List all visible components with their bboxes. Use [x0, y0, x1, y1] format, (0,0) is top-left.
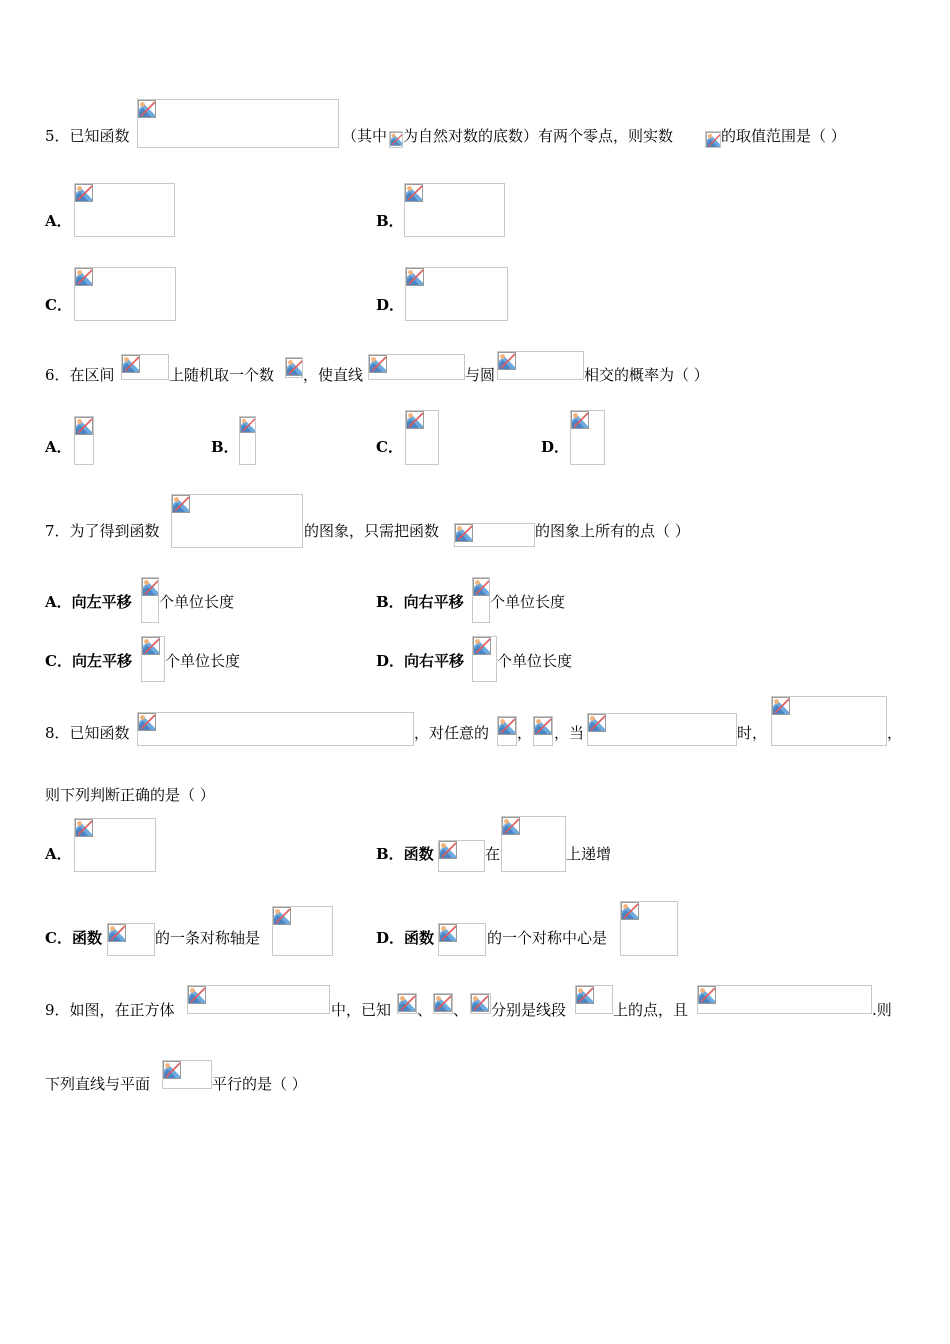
q5-stem-3: 为自然对数的底数）有两个零点，则实数: [403, 127, 674, 145]
q9-point-f-image: [433, 993, 453, 1014]
broken-image-icon: [473, 578, 490, 596]
q5-stem-1: 5．已知函数: [45, 127, 130, 145]
q8-option-c-axis-image: [272, 906, 333, 956]
q5-option-c-label: C．: [45, 296, 72, 314]
q6-stem-2: 上随机取一个数: [169, 366, 275, 384]
q5-function-image: [137, 99, 339, 148]
q8-stem-4: 时，: [737, 724, 768, 742]
q8-stem-3: ，当: [554, 724, 585, 742]
q7-option-d-text-1: D．向右平移: [376, 652, 465, 670]
broken-image-icon: [534, 717, 552, 735]
q6-circle-image: [497, 351, 584, 380]
q7-stem-1: 7．为了得到函数: [45, 522, 160, 540]
broken-image-icon: [473, 637, 491, 655]
broken-image-icon: [405, 184, 423, 202]
q9-stem-2: 中，已知: [331, 1001, 392, 1019]
q9-plane-image: [162, 1060, 212, 1089]
q5-stem-2: （其中: [342, 127, 388, 145]
q9-stem-5: .则: [872, 1001, 892, 1019]
q5-a-image: [705, 131, 721, 148]
q7-option-d-image: [472, 636, 497, 682]
q8-option-d-function-image: [438, 923, 486, 956]
q9-stem-3: 分别是线段: [491, 1001, 567, 1019]
q7-target-function-image: [171, 494, 303, 548]
broken-image-icon: [142, 578, 159, 596]
q6-stem-5: 相交的概率为（ ）: [584, 366, 709, 384]
q6-stem-4: 与圆: [465, 366, 496, 384]
broken-image-icon: [75, 417, 93, 435]
q8-option-b-interval-image: [501, 816, 566, 872]
q8-option-d-text-2: 的一个对称中心是: [487, 929, 608, 947]
q8-stem-2: ，对任意的: [414, 724, 490, 742]
q6-k-image: [285, 357, 303, 378]
q8-option-a-image: [74, 818, 156, 872]
q6-option-d-label: D．: [541, 438, 570, 456]
q7-option-a-text-1: A．向左平移: [45, 593, 132, 611]
broken-image-icon: [75, 819, 93, 837]
broken-image-icon: [75, 184, 93, 202]
q5-stem-4: 的取值范围是（ ）: [721, 127, 846, 145]
broken-image-icon: [502, 817, 520, 835]
q8-x2-image: [533, 716, 553, 746]
broken-image-icon: [163, 1061, 181, 1079]
q8-option-c-text-2: 的一条对称轴是: [155, 929, 261, 947]
q5-e-image: [389, 131, 403, 148]
broken-image-icon: [240, 417, 256, 433]
q9-separator-2: 、: [453, 1001, 469, 1019]
q9-ratio-image: [697, 985, 872, 1014]
q6-stem-1: 6．在区间: [45, 366, 115, 384]
q9-stem-4: 上的点，且: [613, 1001, 689, 1019]
q6-stem-3: ，使直线: [303, 366, 364, 384]
q8-option-b-text-3: 上递增: [566, 845, 612, 863]
q8-result-image: [771, 696, 887, 746]
q6-option-c-label: C．: [376, 438, 403, 456]
q9-point-g-image: [470, 993, 491, 1014]
q9-separator-1: 、: [417, 1001, 433, 1019]
q5-option-a-label: A．: [45, 212, 72, 230]
broken-image-icon: [498, 352, 516, 370]
q7-stem-2: 的图象，只需把函数: [304, 522, 440, 540]
broken-image-icon: [369, 355, 387, 373]
q7-option-a-image: [141, 577, 159, 623]
q7-option-d-text-2: 个单位长度: [497, 652, 573, 670]
broken-image-icon: [406, 411, 424, 429]
broken-image-icon: [571, 411, 589, 429]
q6-option-c-image: [405, 410, 439, 465]
broken-image-icon: [621, 902, 639, 920]
q5-option-a-image: [74, 183, 175, 237]
broken-image-icon: [471, 994, 489, 1012]
q7-option-c-text-1: C．向左平移: [45, 652, 132, 670]
broken-image-icon: [498, 717, 516, 735]
broken-image-icon: [576, 986, 594, 1004]
q8-stem-1: 8．已知函数: [45, 724, 130, 742]
broken-image-icon: [138, 100, 156, 118]
broken-image-icon: [439, 841, 457, 859]
q7-option-a-text-2: 个单位长度: [159, 593, 235, 611]
q5-option-b-image: [404, 183, 505, 237]
broken-image-icon: [398, 994, 416, 1012]
q6-option-a-image: [74, 416, 94, 465]
q8-option-a-label: A．: [45, 845, 72, 863]
q9-stem-line-2-2: 平行的是（ ）: [212, 1075, 307, 1093]
q9-stem-1: 9．如图，在正方体: [45, 1001, 175, 1019]
q8-option-d-center-image: [620, 901, 678, 956]
broken-image-icon: [75, 268, 93, 286]
q8-x1-image: [497, 716, 517, 746]
q8-option-b-text-2: 在: [485, 845, 501, 863]
q7-stem-3: 的图象上所有的点（ ）: [535, 522, 690, 540]
q8-option-d-text-1: D．函数: [376, 929, 435, 947]
broken-image-icon: [698, 986, 716, 1004]
q8-function-image: [137, 712, 414, 746]
q9-cube-image: [187, 985, 330, 1014]
q8-condition-image: [587, 713, 737, 746]
broken-image-icon: [390, 132, 403, 146]
broken-image-icon: [406, 268, 424, 286]
q7-option-b-image: [472, 577, 490, 623]
q5-option-d-image: [405, 267, 508, 321]
q8-stem-line-2: 则下列判断正确的是（ ）: [45, 786, 215, 804]
q5-option-d-label: D．: [376, 296, 405, 314]
q8-option-c-function-image: [107, 923, 155, 956]
broken-image-icon: [455, 524, 473, 542]
q7-option-b-text-1: B．向右平移: [376, 593, 464, 611]
q9-segment-image: [575, 985, 613, 1014]
q6-interval-image: [121, 354, 169, 380]
q6-option-d-image: [570, 410, 605, 465]
broken-image-icon: [706, 132, 721, 148]
broken-image-icon: [439, 924, 457, 942]
q6-option-a-label: A．: [45, 438, 72, 456]
broken-image-icon: [172, 495, 190, 513]
q9-stem-line-2-1: 下列直线与平面: [45, 1075, 151, 1093]
q7-option-c-text-2: 个单位长度: [165, 652, 241, 670]
q5-option-c-image: [74, 267, 176, 321]
q5-option-b-label: B．: [376, 212, 404, 230]
broken-image-icon: [122, 355, 140, 373]
broken-image-icon: [273, 907, 291, 925]
broken-image-icon: [588, 714, 606, 732]
q8-option-c-text-1: C．函数: [45, 929, 102, 947]
q8-option-b-function-image: [438, 840, 485, 872]
q8-comma-1: ，: [517, 724, 533, 742]
q7-option-b-text-2: 个单位长度: [490, 593, 566, 611]
q6-line-image: [368, 354, 465, 380]
q8-comma-2: ，: [887, 724, 903, 742]
q7-option-c-image: [141, 636, 165, 682]
broken-image-icon: [772, 697, 790, 715]
broken-image-icon: [138, 713, 156, 731]
broken-image-icon: [286, 358, 303, 376]
q6-option-b-image: [239, 416, 256, 465]
q8-option-b-text-1: B．函数: [376, 845, 434, 863]
q9-point-e-image: [397, 993, 417, 1014]
broken-image-icon: [108, 924, 126, 942]
q7-source-function-image: [454, 523, 535, 547]
broken-image-icon: [188, 986, 206, 1004]
q6-option-b-label: B．: [211, 438, 239, 456]
broken-image-icon: [434, 994, 452, 1012]
broken-image-icon: [142, 637, 160, 655]
